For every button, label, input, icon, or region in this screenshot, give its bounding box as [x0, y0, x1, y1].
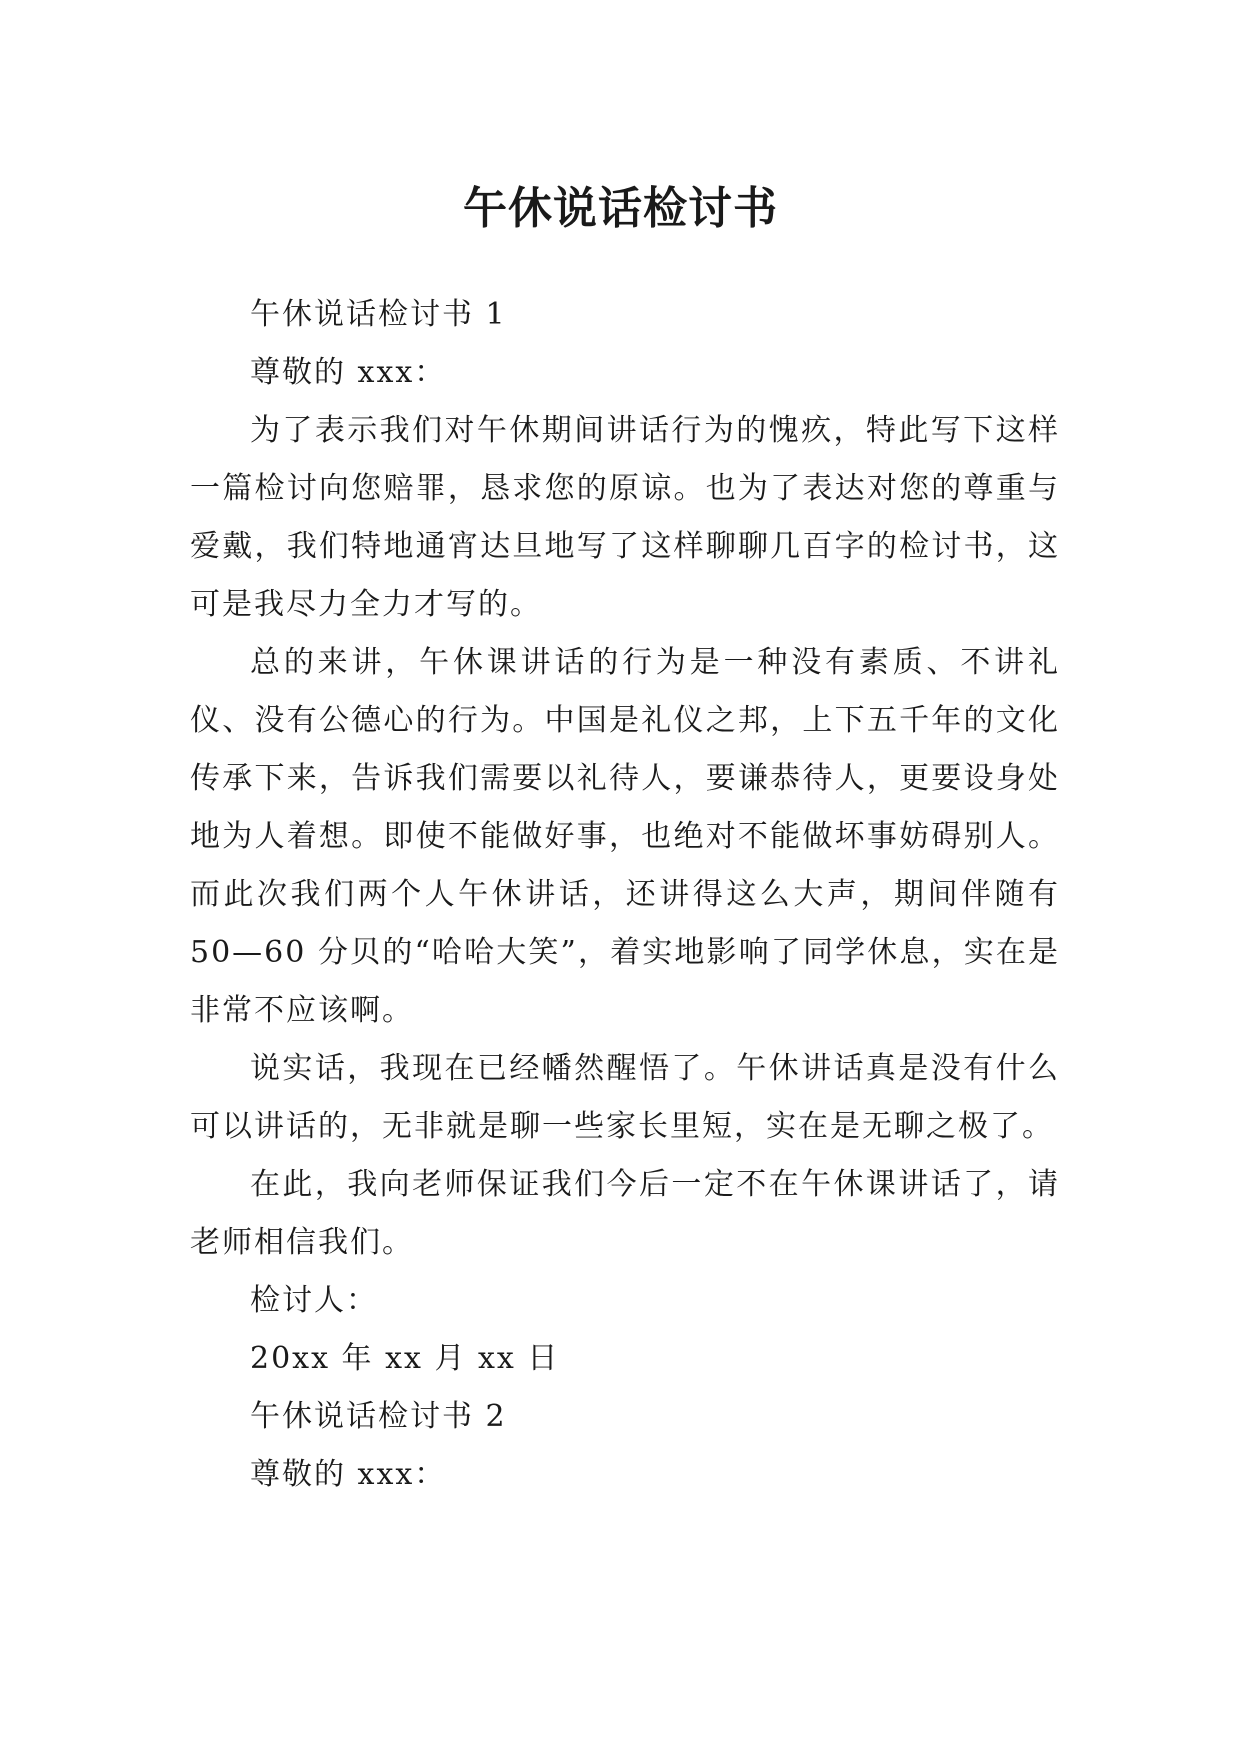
salutation-1: 尊敬的 xxx：	[250, 355, 447, 390]
body-paragraph: 在此，我向老师保证我们今后一定不在午休课讲话了，请老师相信我们。	[190, 1167, 1060, 1260]
body-paragraph: 为了表示我们对午休期间讲话行为的愧疚，特此写下这样一篇检讨向您赔罪，恳求您的原谅。也为了表达对您的尊重与爱戴，我们特地通宵达旦地写了这样聊聊几百字的检讨书，这可是我尽力全力才写的。	[190, 413, 1060, 622]
document-body	[190, 286, 1060, 1504]
signature-label: 检讨人：	[250, 1283, 378, 1318]
section-heading-1: 午休说话检讨书 1	[250, 297, 507, 332]
body-paragraph: 总的来讲，午休课讲话的行为是一种没有素质、不讲礼仪、没有公德心的行为。中国是礼仪之邦，上下五千年的文化传承下来，告诉我们需要以礼待人，要谦恭待人，更要设身处地为人着想。即使不能做好事，也绝对不能做坏事妨碍别人。而此次我们两个人午休讲话，还讲得这么大声，期间伴随有 50—60 分贝的“哈哈大笑”，着实地影响了同学休息，实在是非常不应该啊。	[190, 645, 1060, 1028]
document-title: 午休说话检讨书	[463, 183, 778, 235]
body-paragraph: 说实话，我现在已经幡然醒悟了。午休讲话真是没有什么可以讲话的，无非就是聊一些家长里短，实在是无聊之极了。	[190, 1051, 1060, 1144]
salutation-2: 尊敬的 xxx：	[250, 1457, 447, 1492]
date-line: 20xx 年 xx 月 xx 日	[250, 1341, 560, 1376]
section-heading-2: 午休说话检讨书 2	[250, 1399, 507, 1434]
